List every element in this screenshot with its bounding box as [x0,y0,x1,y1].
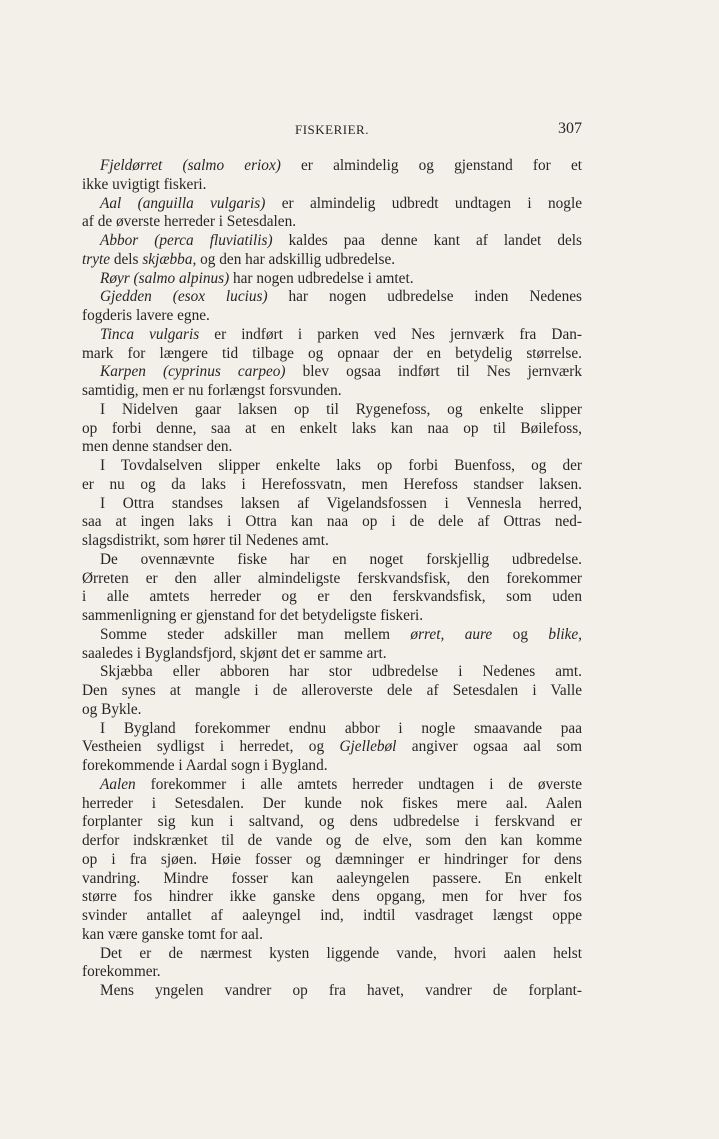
text-line [82,382,582,401]
text-run: og [492,625,549,643]
text-line [82,813,582,832]
text-run: svinder antallet af aaleyngel ind, indtil vasdraget længst oppe [82,907,582,924]
text-run: Det er de nærmest kysten liggende vande, hvori aalen helst [100,944,582,962]
text-run [444,626,464,643]
text-run: Den synes at mangle i de alleroverste dele af Setesdalen i Valle [82,682,582,699]
text-run: dels [110,250,143,268]
text-line [82,851,582,870]
text-run: Ørreten er den aller almindeligste ferskvandsfisk, den forekommer [82,569,582,587]
text-line [82,663,582,682]
text-run: og den har adskillig udbredelse. [196,250,396,268]
text-run: forekommer i alle amtets herreder undtagen i de øverste [135,775,582,793]
text-run: forekommende i Aardal sogn i Bygland. [82,757,328,774]
text-line [82,157,582,176]
text-run: forekommer. [82,963,161,981]
italic-term: blike, [548,625,582,643]
text-line [82,195,582,214]
text-line [82,513,582,532]
text-run: Mens yngelen vandrer op fra havet, vandrer de forplant- [100,982,582,999]
text-line [82,176,582,195]
text-run: saa at ingen laks i Ottra kan naa op i de dele af Ottras ned- [82,513,582,531]
text-run: I Ottra standses laksen af Vigelandsfossen i Vennesla herred, [100,494,582,512]
italic-term: Fjeldørret (salmo eriox) [100,157,281,174]
text-line [82,213,582,232]
text-run: slagsdistrikt, som hører til Nedenes amt. [82,532,329,549]
italic-term: Aal (anguilla vulgaris) [100,194,266,212]
text-line [82,457,582,476]
text-run: I Nidelven gaar laksen op til Rygenefoss, og enkelte slipper [100,400,582,418]
text-run: samtidig, men er nu forlængst forsvunden. [82,382,342,399]
page-number: 307 [558,120,582,137]
italic-term: Aalen [100,775,136,793]
text-run: er almindelig og gjenstand for et [280,157,582,174]
text-run: blev ogsaa indført til Nes jernværk [285,363,582,381]
text-line [82,907,582,926]
text-run: sammenligning er gjenstand for det betydeligste fiskeri. [82,607,424,624]
italic-term: Gjellebøl [339,738,397,756]
text-run: I Tovdalselven slipper enkelte laks op forbi Buenfoss, og der [100,457,582,474]
italic-term: Karpen (cyprinus carpeo) [100,363,286,381]
text-line [82,888,582,907]
italic-term: ørret, [410,625,445,643]
text-run: men denne standser den. [82,438,233,456]
text-line [82,345,582,364]
text-run: er indført i parken ved Nes jernværk fra Dan- [199,325,582,343]
text-run: op i fra sjøen. Høie fosser og dæmninger er hindringer for dens [82,850,582,868]
text-line [82,270,582,289]
text-line [82,438,582,457]
text-run: ikke uvigtigt fiskeri. [82,175,207,193]
italic-term: Abbor (perca fluviatilis) [100,232,273,249]
text-run: Skjæbba eller abboren har stor udbredelse i Nedenes amt. [100,663,582,681]
text-run: angiver ogsaa aal som [396,738,582,756]
text-line [82,288,582,307]
text-line [82,495,582,514]
italic-term: Tinca vulgaris [100,325,200,343]
text-line [82,363,582,382]
text-line [82,645,582,664]
text-line [82,307,582,326]
text-run: er almindelig udbredt undtagen i nogle [265,194,582,212]
text-line [82,476,582,495]
running-header [82,120,582,140]
text-run: har nogen udbredelse inden Nedenes [267,288,582,306]
text-line [82,251,582,270]
text-line [82,870,582,889]
text-line [82,420,582,439]
text-line [82,738,582,757]
text-run: De ovennævnte fiske har en noget forskjellig udbredelse. [100,550,582,568]
text-line [82,832,582,851]
text-run: af de øverste herreder i Setesdalen. [82,213,297,231]
text-run: mark for længere tid tilbage og opnaar der en betydelig størrelse. [82,344,582,362]
text-line [82,945,582,964]
text-run: op forbi denne, saa at en enkelt laks kan naa op til Bøilefoss, [82,419,582,437]
italic-term: aure [464,625,493,643]
text-line [82,326,582,345]
text-line [82,232,582,251]
italic-term: Gjedden (esox lucius) [100,288,268,306]
text-run: forplanter sig kun i saltvand, og dens udbredelse i ferskvand er [82,813,582,831]
text-line [82,551,582,570]
body-text [82,157,582,1001]
text-run: vandring. Mindre fosser kan aaleyngelen passere. En enkelt [82,869,582,887]
text-line [82,682,582,701]
text-run: Vestheien sydligst i herredet, og [82,738,340,756]
running-title: FISKERIER. [295,122,369,137]
text-run: herreder i Setesdalen. Der kunde nok fiskes mere aal. Aalen [82,794,582,812]
text-run: har nogen udbredelse i amtet. [229,269,414,287]
text-line [82,926,582,945]
text-line [82,963,582,982]
text-line [82,401,582,420]
text-line [82,626,582,645]
text-line [82,532,582,551]
italic-term: Røyr (salmo alpinus) [100,269,230,287]
text-line [82,607,582,626]
text-line [82,757,582,776]
text-line [82,588,582,607]
italic-term: tryte [82,250,111,268]
text-run: Somme steder adskiller man mellem [100,625,411,643]
text-run: større fos hindrer ikke ganske dens opgang, men for hver fos [82,888,582,906]
text-run: derfor indskrænket til de vande og de elve, som den kan komme [82,832,582,849]
text-line [82,701,582,720]
text-run: kan være ganske tomt for aal. [82,925,263,943]
italic-term: skjæbba, [142,250,197,268]
text-line [82,795,582,814]
text-run: saaledes i Byglandsfjord, skjønt det er samme art. [82,644,387,662]
text-line [82,720,582,739]
text-line [82,776,582,795]
text-line [82,570,582,589]
text-run: er nu og da laks i Herefossvatn, men Herefoss standser laksen. [82,475,582,493]
text-run: fogderis lavere egne. [82,307,210,324]
text-run: i alle amtets herreder og er den ferskvandsfisk, som uden [82,588,582,606]
text-run: I Bygland forekommer endnu abbor i nogle smaavande paa [100,719,582,737]
text-run: kaldes paa denne kant af landet dels [272,232,582,249]
text-line [82,982,582,1001]
text-run: og Bykle. [82,700,142,718]
